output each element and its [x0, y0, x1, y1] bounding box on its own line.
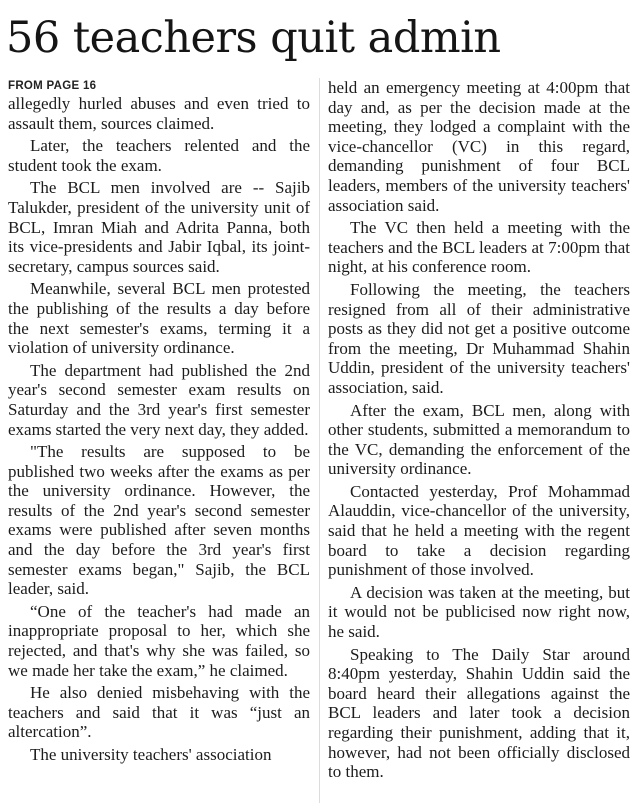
headline: 56 teachers quit admin: [6, 13, 501, 63]
left-column: [8, 78, 310, 768]
paragraph: The VC then held a meeting with the teachers and the BCL leaders at 7:00pm that night, at his conference room.: [328, 218, 630, 277]
paragraph: "The results are supposed to be published two weeks after the exams as per the university ordinance. However, the results of the 2nd year's second semester exams were published after seven months and the day before the 3rd year's first semester exams began," Sajib, the BCL leader, said.: [8, 442, 310, 599]
paragraph: Later, the teachers relented and the student took the exam.: [8, 136, 310, 175]
paragraph: Following the meeting, the teachers resigned from all of their administrative posts as they did not get a positive outcome from the meeting, Dr Muhammad Shahin Uddin, president of the university teachers' association, said.: [328, 279, 630, 397]
paragraph: allegedly hurled abuses and even tried to assault them, sources claimed.: [8, 94, 310, 133]
paragraph: He also denied misbehaving with the teachers and said that it was “just an altercation”.: [8, 683, 310, 742]
paragraph: Speaking to The Daily Star around 8:40pm yesterday, Shahin Uddin said the board heard their allegations against the BCL leaders and later took a decision regarding their punishment, adding that it, however, had not been officially disclosed to them.: [328, 644, 630, 782]
column-divider: [319, 78, 320, 803]
paragraph: Meanwhile, several BCL men protested the publishing of the results a day before the next semester's exams, terming it a violation of university ordinance.: [8, 279, 310, 358]
paragraph: The department had published the 2nd year's second semester exam results on Saturday and the 3rd year's first semester exams started the very next day, they added.: [8, 360, 310, 439]
continuation-label: FROM PAGE 16: [8, 80, 97, 92]
paragraph: Contacted yesterday, Prof Mohammad Alauddin, vice-chancellor of the university, said that he held a meeting with the regent board to take a decision regarding punishment of those involved.: [328, 481, 630, 580]
paragraph: After the exam, BCL men, along with other students, submitted a memorandum to the VC, demanding the enforcement of the university ordinance.: [328, 400, 630, 479]
paragraph: “One of the teacher's had made an inappropriate proposal to her, which she rejected, and that's why she was failed, so we made her take the exam,” he claimed.: [8, 601, 310, 680]
paragraph: The BCL men involved are -- Sajib Talukder, president of the university unit of BCL, Imran Miah and Adrita Panna, both its vice-presidents and Jabir Iqbal, its joint-secretary, campus sources said.: [8, 178, 310, 276]
paragraph: The university teachers' association: [30, 745, 272, 764]
paragraph: held an emergency meeting at 4:00pm that day and, as per the decision made at the meeting, they lodged a complaint with the vice-chancellor (VC) in this regard, demanding punishment of four BCL leaders, members of the university teachers' association said.: [328, 78, 630, 215]
paragraph: A decision was taken at the meeting, but it would not be publicised now right now, he said.: [328, 582, 630, 642]
right-column: [328, 78, 630, 785]
